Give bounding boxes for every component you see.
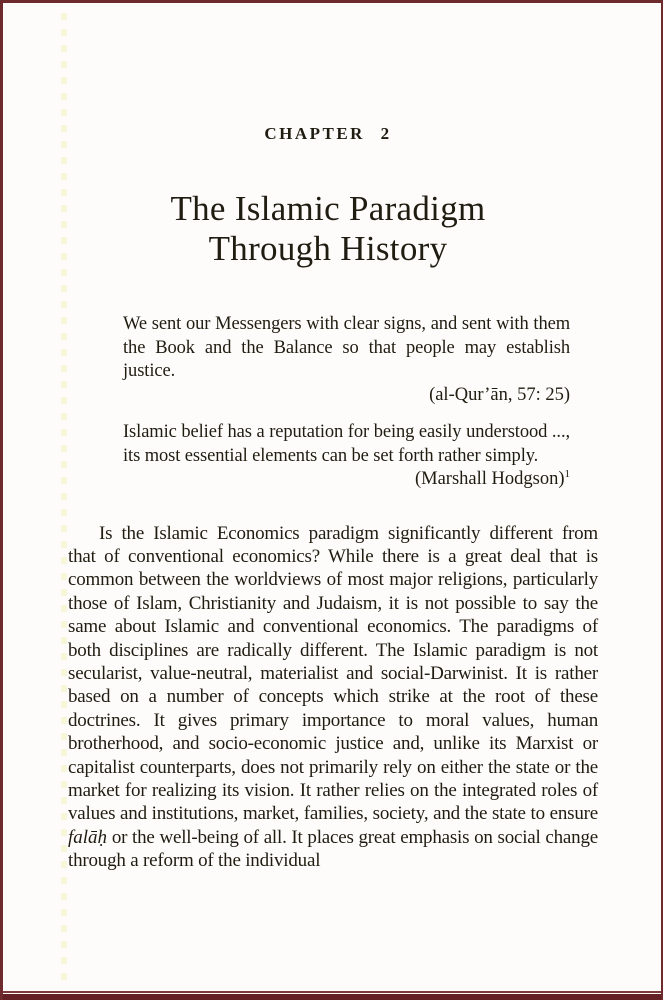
- epigraph-hodgson-text: Islamic belief has a reputation for being easily understood ..., its most essential elements can be set forth rather simply.: [123, 422, 570, 466]
- epigraph-hodgson: [123, 421, 570, 492]
- scan-gutter-artifact: [61, 13, 67, 988]
- epigraph-quran-attribution: [123, 384, 570, 408]
- chapter-title-line-2: Through History: [208, 229, 448, 268]
- chapter-heading: CHAPTER 2: [264, 124, 392, 143]
- footnote-reference-1: 1: [564, 467, 570, 480]
- epigraph-block: [123, 313, 570, 492]
- epigraph-hodgson-attribution: [123, 468, 570, 492]
- epigraph-hodgson-attribution-text: (Marshall Hodgson): [414, 469, 565, 489]
- epigraph-quran: [123, 313, 570, 407]
- body-text-after-italic: or the well-being of all. It places great emphasis on social change through a reform of the individual: [68, 826, 598, 872]
- scan-bottom-rule: [3, 991, 661, 993]
- scan-bottom-border: [3, 994, 661, 1000]
- chapter-title-line-1: The Islamic Paradigm: [170, 189, 486, 228]
- italic-term-falah: falāḥ: [68, 826, 108, 848]
- chapter-title: [68, 189, 588, 269]
- body-paragraph: [68, 522, 598, 873]
- epigraph-quran-text: We sent our Messengers with clear signs, and sent with them the Book and the Balance so that people may establish justice.: [123, 314, 570, 381]
- body-text-before-italic: Is the Islamic Economics paradigm significantly different from that of conventional economics? While there is a great deal that is common between the worldviews of most major religions, particularly those of Islam, Christianity and Judaism, it is not possible to say the same about Islamic and conventional economics. The paradigms of both disciplines are radically different. The Islamic paradigm is not secularist, value-neutral, materialist and social-Darwinist. It is rather based on a number of concepts which strike at the root of these doctrines. It gives primary importance to moral values, human brotherhood, and socio-economic justice and, unlike its Marxist or capitalist counterparts, does not primarily rely on either the state or the market for realizing its vision. It rather relies on the integrated roles of values and institutions, market, families, society, and the state to ensure: [68, 522, 598, 825]
- epigraph-quran-attribution-text: (al-Qur’ān, 57: 25): [429, 384, 570, 405]
